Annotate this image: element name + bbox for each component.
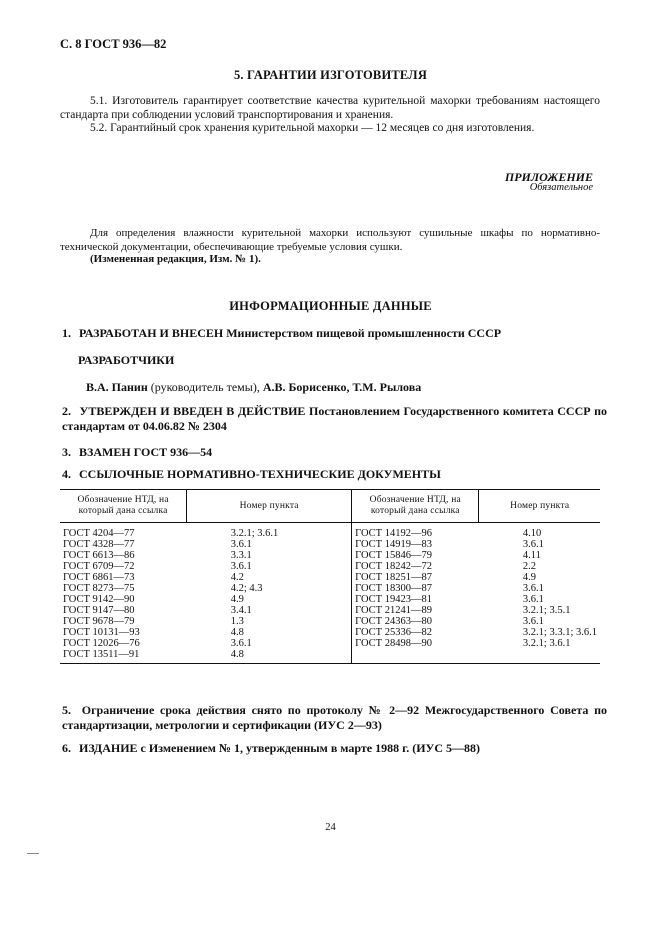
clause-cell: 4.11 — [522, 550, 541, 561]
section-5-title: 5. ГАРАНТИИ ИЗГОТОВИТЕЛЯ — [233, 68, 428, 82]
clause-cell: 3.6.1 — [522, 539, 544, 550]
page-number: 24 — [325, 822, 336, 833]
doc-cell: ГОСТ 12026—76 — [63, 638, 140, 649]
appendix-subtitle: Обязательное — [529, 182, 593, 193]
doc-cell: ГОСТ 19423—81 — [352, 594, 479, 605]
item-number: 6. — [62, 741, 71, 755]
item-2-heading: УТВЕРЖДЕН И ВВЕДЕН В ДЕЙСТВИЕ — [79, 404, 306, 418]
table-row — [60, 561, 600, 572]
doc-cell — [352, 649, 479, 664]
item-1-heading: РАЗРАБОТАН И ВНЕСЕН — [79, 326, 224, 340]
info-title: ИНФОРМАЦИОННЫЕ ДАННЫЕ — [229, 299, 432, 313]
doc-cell: ГОСТ 13511—91 — [60, 649, 187, 664]
item-number: 4. — [62, 467, 71, 481]
appendix-title: ПРИЛОЖЕНИЕ — [504, 170, 593, 184]
table-row — [60, 523, 600, 540]
doc-cell: ГОСТ 15846—79 — [352, 550, 479, 561]
clause-cell: 4.10 — [522, 528, 542, 539]
doc-cell: ГОСТ 8273—75 — [63, 583, 135, 594]
doc-cell: ГОСТ 6861—73 — [63, 572, 135, 583]
developer-role: (руководитель темы), — [150, 380, 260, 394]
scan-mark — [27, 853, 39, 854]
doc-cell: ГОСТ 9678—79 — [63, 616, 135, 627]
doc-cell: ГОСТ 28498—90 — [352, 638, 479, 649]
paragraph-5-2: 5.2. Гарантийный срок хранения курительной махорки — 12 месяцев со дня изготовления. — [90, 122, 535, 134]
developer-lead: В.А. Панин — [86, 380, 148, 394]
header-num-1: Номер пункта — [187, 490, 352, 523]
clause-cell: 3.6.1 — [522, 594, 544, 605]
item-1-text: Министерством пищевой промышленности СССР — [226, 326, 502, 340]
doc-cell: ГОСТ 10131—93 — [63, 627, 140, 638]
item-number: 3. — [62, 445, 71, 459]
item-4-text: ССЫЛОЧНЫЕ НОРМАТИВНО-ТЕХНИЧЕСКИЕ ДОКУМЕНТЫ — [79, 467, 441, 481]
info-item-2 — [62, 404, 607, 434]
doc-cell: ГОСТ 4204—77 — [63, 528, 135, 539]
info-item-6 — [62, 741, 607, 756]
clause-cell — [479, 649, 600, 664]
clause-cell: 3.2.1; 3.6.1 — [230, 528, 279, 539]
clause-cell: 3.6.1 — [522, 583, 544, 594]
clause-cell: 3.6.1 — [230, 539, 252, 550]
item-number: 2. — [62, 404, 71, 418]
clause-cell: 3.6.1 — [230, 638, 252, 649]
developers-label: РАЗРАБОТЧИКИ — [78, 353, 175, 367]
header-doc-2: Обозначение НТД, на который дана ссылка — [352, 490, 479, 523]
clause-cell: 3.2.1; 3.3.1; 3.6.1 — [522, 627, 597, 638]
info-item-3 — [62, 445, 607, 460]
doc-cell: ГОСТ 21241—89 — [352, 605, 479, 616]
doc-cell: ГОСТ 6709—72 — [63, 561, 135, 572]
info-item-4 — [62, 467, 607, 482]
item-5-text: Ограничение срока действия снято по протоколу № 2—92 Межгосударственного Совета по стандартизации, метрологии и сертификации (ИУС 2—93) — [62, 703, 607, 732]
clause-cell: 3.2.1; 3.5.1 — [522, 605, 571, 616]
clause-cell: 3.3.1 — [230, 550, 252, 561]
info-item-1 — [62, 326, 607, 341]
doc-cell: ГОСТ 4328—77 — [63, 539, 135, 550]
page-header: С. 8 ГОСТ 936—82 — [60, 37, 167, 51]
doc-cell: ГОСТ 25336—82 — [352, 627, 479, 638]
clause-cell: 4.2; 4.3 — [230, 583, 263, 594]
info-item-5 — [62, 703, 607, 733]
table-row — [60, 594, 600, 605]
header-doc-1: Обозначение НТД, на который дана ссылка — [60, 490, 187, 523]
reference-documents-table — [60, 489, 600, 664]
clause-cell: 3.6.1 — [230, 561, 252, 572]
doc-cell: ГОСТ 9147—80 — [63, 605, 135, 616]
table-row — [60, 583, 600, 594]
doc-cell: ГОСТ 14919—83 — [352, 539, 479, 550]
item-number: 5. — [62, 703, 71, 717]
item-6-heading: ИЗДАНИЕ — [79, 741, 138, 755]
doc-cell: ГОСТ 18242—72 — [352, 561, 479, 572]
developers-names — [86, 380, 631, 395]
clause-cell: 4.8 — [230, 627, 244, 638]
table-row — [60, 616, 600, 627]
appendix-text: Для определения влажности курительной махорки используют сушильные шкафы по нормативно-технической документации, обеспечивающие требуемые условия сушки. — [60, 227, 600, 253]
doc-cell: ГОСТ 14192—96 — [352, 523, 479, 540]
table-header-row — [60, 490, 600, 523]
header-num-2: Номер пункта — [479, 490, 600, 523]
clause-cell: 4.8 — [187, 649, 352, 664]
table-row — [60, 649, 600, 664]
clause-cell: 4.9 — [230, 594, 244, 605]
doc-cell: ГОСТ 18300—87 — [352, 583, 479, 594]
clause-cell: 4.9 — [522, 572, 537, 583]
clause-cell: 3.6.1 — [522, 616, 544, 627]
clause-cell: 2.2 — [522, 561, 537, 572]
item-6-text: с Изменением № 1, утвержденным в марте 1988 г. (ИУС 5—88) — [140, 741, 481, 755]
table-row — [60, 605, 600, 616]
doc-cell: ГОСТ 6613—86 — [63, 550, 135, 561]
table-row — [60, 627, 600, 638]
amendment-note: (Измененная редакция, Изм. № 1). — [90, 253, 261, 265]
clause-cell: 3.2.1; 3.6.1 — [522, 638, 571, 649]
clause-cell: 4.2 — [230, 572, 244, 583]
item-2-text: Постановлением Государственного комитета СССР по стандартам от 04.06.82 № 2304 — [62, 404, 608, 433]
developer-others: А.В. Борисенко, Т.М. Рылова — [262, 380, 422, 394]
clause-cell: 1.3 — [230, 616, 244, 627]
item-number: 1. — [62, 326, 71, 340]
table-row — [60, 638, 600, 649]
paragraph-5-1: 5.1. Изготовитель гарантирует соответствие качества курительной махорки требованиям настоящего стандарта при соблюдении условий транспортирования и хранения. — [60, 95, 600, 121]
table-row — [60, 550, 600, 561]
doc-cell: ГОСТ 24363—80 — [352, 616, 479, 627]
doc-cell: ГОСТ 18251—87 — [352, 572, 479, 583]
item-3-text: ВЗАМЕН ГОСТ 936—54 — [79, 445, 213, 459]
table-row — [60, 539, 600, 550]
clause-cell: 3.4.1 — [230, 605, 252, 616]
table-row — [60, 572, 600, 583]
doc-cell: ГОСТ 9142—90 — [63, 594, 135, 605]
